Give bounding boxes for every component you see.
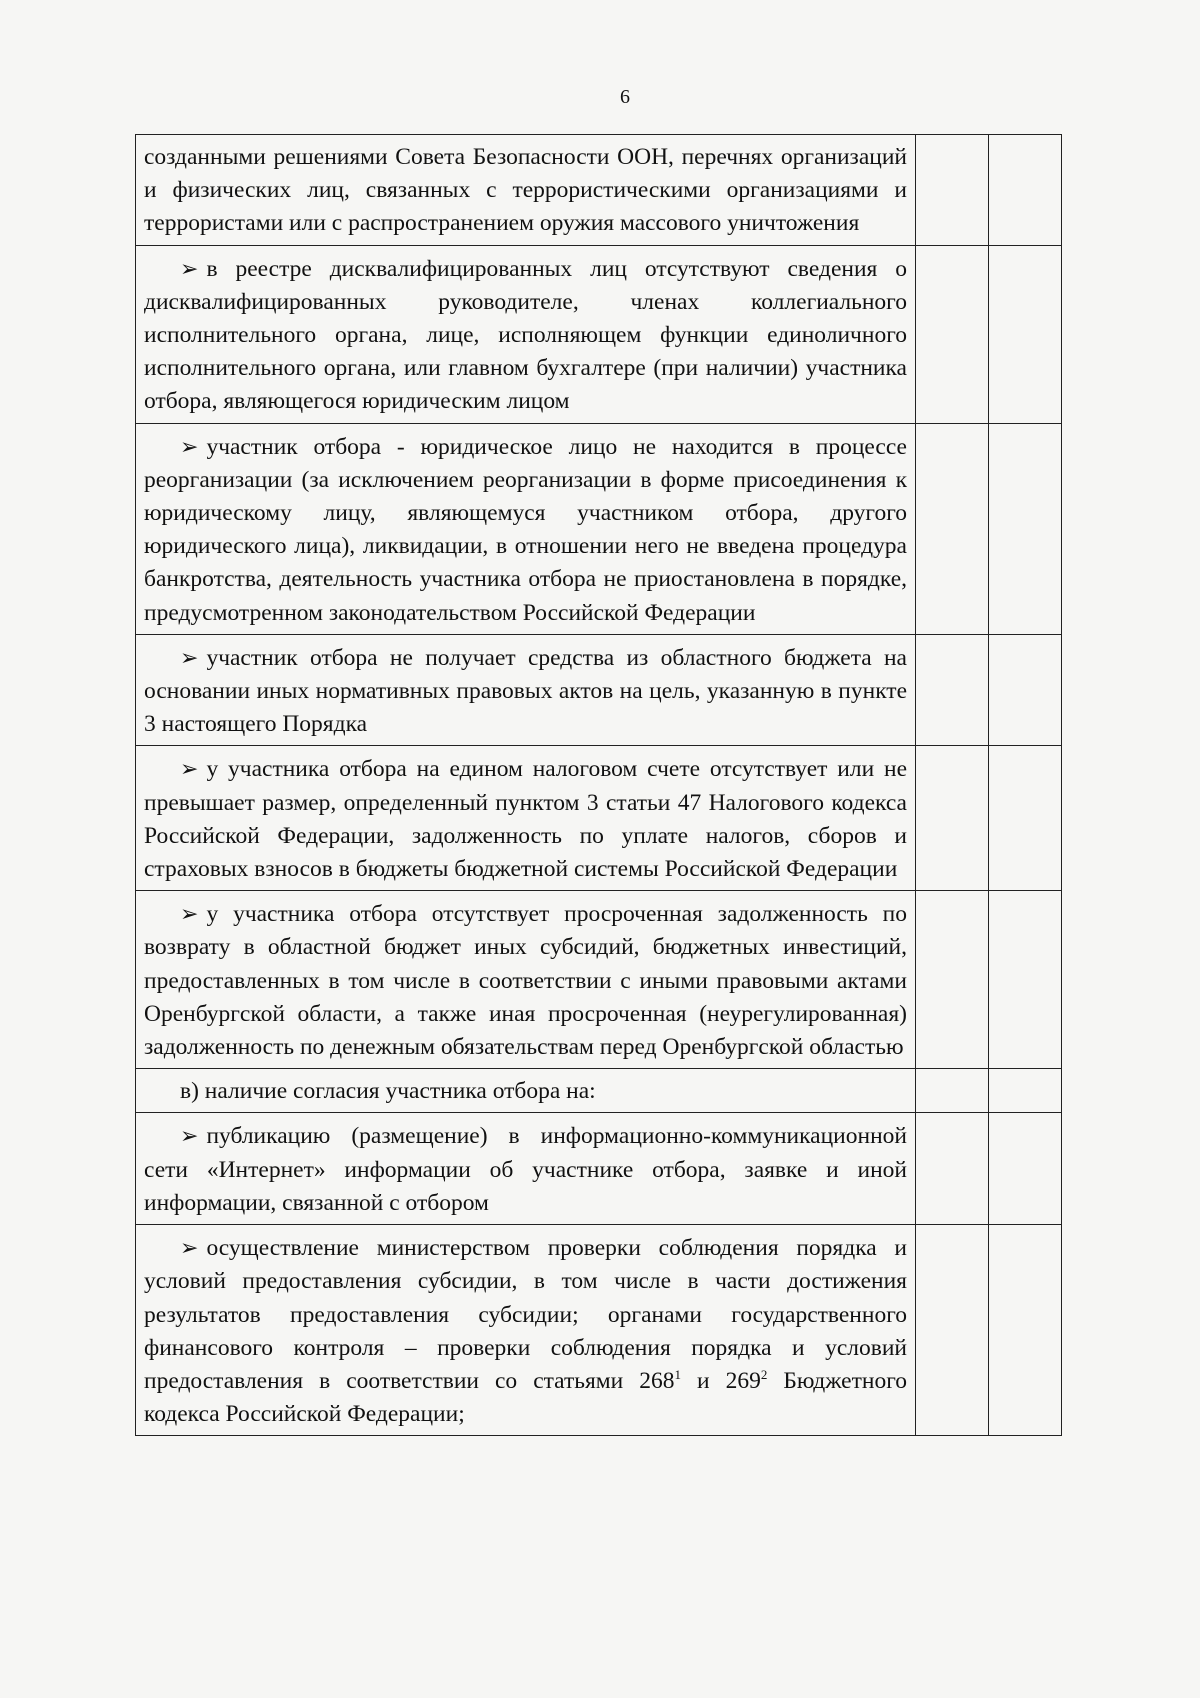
requirement-cell <box>136 634 916 746</box>
check-cell-2 <box>989 746 1062 891</box>
check-cell-1 <box>916 1069 989 1113</box>
superscript: 2 <box>760 1367 768 1383</box>
superscript: 1 <box>674 1367 682 1383</box>
check-cell-2 <box>989 423 1062 634</box>
arrow-bullet-icon: ➢ <box>180 901 199 927</box>
arrow-bullet-icon: ➢ <box>180 1235 199 1261</box>
text-part: Бюджетного кодекса Российской Федерации; <box>144 1367 907 1428</box>
check-cell-1 <box>916 891 989 1069</box>
requirement-cell <box>136 245 916 423</box>
table-row <box>136 634 1062 746</box>
arrow-bullet-icon: ➢ <box>180 433 199 459</box>
table-row <box>136 746 1062 891</box>
text-body: участник отбора не получает средства из областного бюджета на основании иных нормативных правовых актов на цель, указанную в пункте 3 настоящего Порядка <box>144 644 907 738</box>
check-cell-1 <box>916 423 989 634</box>
arrow-bullet-icon: ➢ <box>180 255 199 281</box>
table-row <box>136 1225 1062 1436</box>
requirement-text <box>144 141 907 241</box>
table-row <box>136 245 1062 423</box>
requirement-text <box>144 752 907 886</box>
text-body: созданными решениями Совета Безопасности ООН, перечнях организаций и физических лиц, связанных с террористическими организациями и террористами или с распространением оружия массового уничтожения <box>144 144 907 237</box>
arrow-bullet-icon: ➢ <box>180 644 199 670</box>
page-number: 6 <box>620 86 630 108</box>
text-body: у участника отбора отсутствует просроченная задолженность по возврату в областной бюджет иных субсидий, бюджетных инвестиций, предоставленных в том числе в соответствии с иными правовыми актами Оренбургской области, а также иная просроченная (неурегулированная) задолженность по денежным обязательствам перед Оренбургской областью <box>144 901 907 1061</box>
table-row <box>136 135 1062 246</box>
table-row <box>136 1069 1062 1113</box>
check-cell-2 <box>989 891 1062 1069</box>
check-cell-1 <box>916 634 989 746</box>
check-cell-1 <box>916 1225 989 1436</box>
requirement-text <box>144 430 907 630</box>
table-row <box>136 1113 1062 1225</box>
check-cell-1 <box>916 245 989 423</box>
requirement-cell <box>136 1113 916 1225</box>
table-row <box>136 891 1062 1069</box>
arrow-bullet-icon: ➢ <box>180 1123 199 1149</box>
text-body: публикацию (размещение) в информационно-коммуникационной сети «Интернет» информации об участнике отбора, заявке и иной информации, связанной с отбором <box>144 1123 907 1216</box>
requirement-cell <box>136 891 916 1069</box>
requirement-text <box>144 1231 907 1431</box>
requirement-text <box>144 252 907 419</box>
requirement-text <box>144 641 907 742</box>
check-cell-2 <box>989 1225 1062 1436</box>
requirement-cell <box>136 1069 916 1113</box>
check-cell-2 <box>989 1069 1062 1113</box>
check-cell-1 <box>916 746 989 891</box>
requirement-cell <box>136 135 916 246</box>
requirement-text <box>144 1119 907 1220</box>
check-cell-2 <box>989 135 1062 246</box>
text-body: в реестре дисквалифицированных лиц отсутствуют сведения о дисквалифицированных руководителе, членах коллегиального исполнительного органа, лице, исполняющем функции единоличного исполнительного органа, или главном бухгалтере (при наличии) участника отбора, являющегося юридическим лицом <box>144 255 907 415</box>
text-body: у участника отбора на едином налоговом счете отсутствует или не превышает размер, определенный пунктом 3 статьи 47 Налогового кодекса Российской Федерации, задолженность по уплате налогов, сборов и страховых взносов в бюджеты бюджетной системы Российской Федерации <box>144 756 907 883</box>
check-cell-2 <box>989 245 1062 423</box>
arrow-bullet-icon: ➢ <box>180 756 199 782</box>
requirement-cell <box>136 423 916 634</box>
table-row <box>136 423 1062 634</box>
requirement-cell <box>136 746 916 891</box>
requirement-text <box>144 1075 907 1108</box>
criteria-table <box>135 134 1062 1436</box>
check-cell-1 <box>916 1113 989 1225</box>
text-body: в) наличие согласия участника отбора на: <box>180 1078 596 1105</box>
text-part: и 269 <box>681 1367 761 1394</box>
requirement-text <box>144 897 907 1064</box>
check-cell-2 <box>989 634 1062 746</box>
text-body: участник отбора - юридическое лицо не находится в процессе реорганизации (за исключением реорганизации в форме присоединения к юридическому лицу, являющемуся участником отбора, другого юридического лица), ликвидации, в отношении него не введена процедура банкротства, деятельность участника отбора не приостановлена в порядке, предусмотренном законодательством Российской Федерации <box>144 433 907 626</box>
check-cell-2 <box>989 1113 1062 1225</box>
text-part: осуществление министерством проверки соблюдения порядка и условий предоставления субсидии, в том числе в части достижения результатов предоставления субсидии; органами государственного финансового контроля – проверки соблюдения порядка и условий предоставления в соответствии со статьями 268 <box>144 1235 907 1394</box>
check-cell-1 <box>916 135 989 246</box>
requirement-cell <box>136 1225 916 1436</box>
